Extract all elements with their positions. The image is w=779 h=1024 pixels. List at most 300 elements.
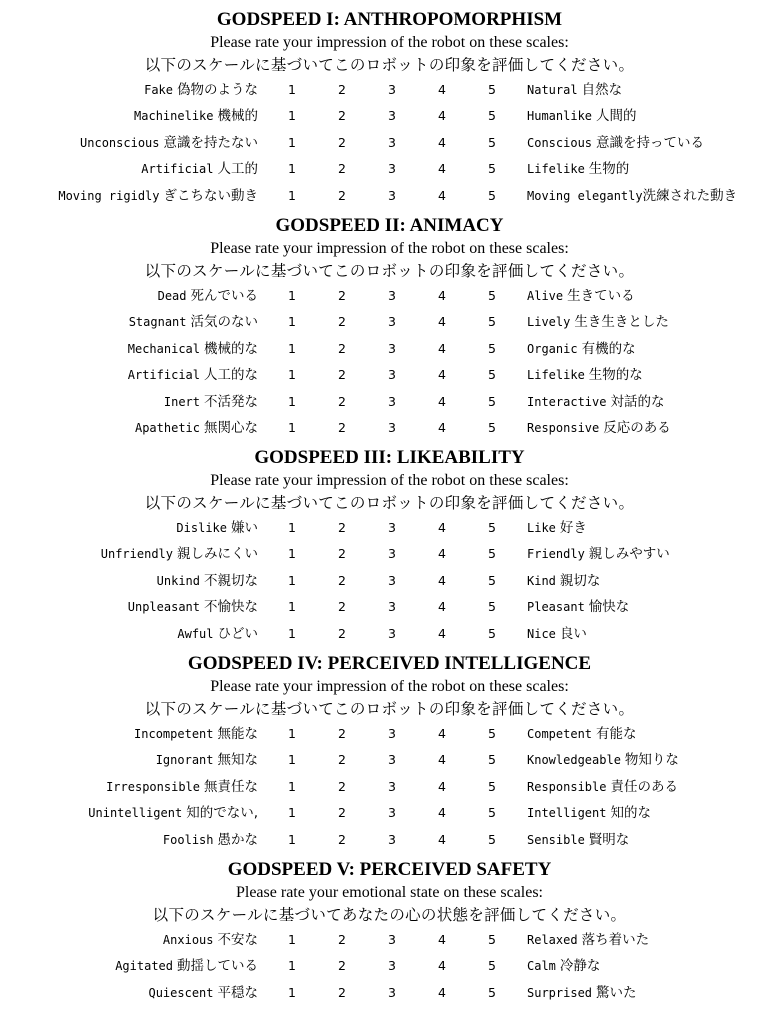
scale-option-1[interactable]: 1	[288, 572, 296, 588]
instruction-english: Please rate your emotional state on these scales:	[235, 884, 543, 901]
instruction-japanese: 以下のスケールに基づいてあなたの心の状態を評価してください。	[152, 906, 627, 924]
scale-option-3[interactable]: 3	[388, 134, 396, 150]
right-anchor-english: Humanlike	[527, 109, 593, 124]
left-anchor-japanese: 人工的	[217, 161, 258, 178]
right-anchor-japanese: 親切な	[559, 572, 601, 589]
right-anchor-japanese: 生物的	[588, 161, 630, 178]
scale-option-2[interactable]: 2	[338, 778, 346, 794]
right-anchor-english: Kind	[527, 573, 556, 588]
left-anchor-english: Agitated	[115, 959, 173, 974]
right-anchor-label	[527, 800, 651, 826]
scale-option-3[interactable]: 3	[388, 82, 396, 97]
left-anchor-label	[88, 800, 258, 826]
scale-option-3[interactable]: 3	[388, 932, 396, 947]
right-anchor-label	[527, 362, 643, 388]
left-anchor-label	[80, 130, 258, 156]
left-anchor-english: Stagnant	[128, 315, 187, 330]
scale-option-5[interactable]: 5	[488, 805, 496, 821]
left-anchor-japanese: 無責任な	[204, 778, 258, 795]
scale-option-4[interactable]: 4	[438, 546, 446, 562]
scale-option-2[interactable]: 2	[338, 367, 346, 383]
left-anchor-japanese: 無関心な	[204, 419, 258, 436]
instruction-japanese: 以下のスケールに基づいてこのロボットの印象を評価してください。	[144, 262, 635, 280]
scale-option-1[interactable]: 1	[288, 340, 296, 356]
scale-option-5[interactable]: 5	[488, 393, 496, 409]
scale-option-1[interactable]: 1	[288, 419, 296, 435]
scale-option-3[interactable]: 3	[388, 546, 396, 562]
scale-option-2[interactable]: 2	[338, 831, 346, 847]
right-anchor-label	[527, 594, 629, 620]
scale-option-3[interactable]: 3	[388, 831, 396, 847]
scale-option-2[interactable]: 2	[338, 958, 346, 974]
scale-option-3[interactable]: 3	[388, 367, 396, 383]
scale-option-4[interactable]: 4	[438, 599, 446, 615]
left-anchor-english: Artificial	[141, 162, 214, 177]
right-anchor-japanese: 生物的な	[588, 367, 643, 384]
section-likeability	[0, 446, 779, 647]
scale-row	[0, 389, 779, 415]
left-anchor-japanese: ひどい	[217, 625, 258, 642]
left-anchor-japanese: 不愉快な	[204, 599, 258, 616]
scale-option-3[interactable]: 3	[388, 393, 396, 409]
scale-option-1[interactable]: 1	[288, 288, 296, 303]
scale-option-5[interactable]: 5	[488, 778, 496, 794]
scale-option-4[interactable]: 4	[438, 520, 446, 535]
right-anchor-english: Interactive	[527, 394, 607, 409]
right-anchor-english: Pleasant	[527, 600, 585, 615]
scale-option-1[interactable]: 1	[288, 932, 296, 947]
scale-option-4[interactable]: 4	[438, 340, 446, 356]
right-anchor-english: Responsible	[527, 779, 607, 794]
scale-option-5[interactable]: 5	[488, 831, 496, 847]
scale-option-5[interactable]: 5	[488, 932, 496, 947]
left-anchor-label	[58, 183, 258, 209]
left-anchor-label	[144, 77, 258, 103]
right-anchor-japanese: 対話的な	[610, 393, 665, 410]
section-anthropomorphism	[0, 8, 779, 209]
right-anchor-english: Friendly	[527, 547, 585, 562]
scale-option-4[interactable]: 4	[438, 419, 446, 435]
scale-option-2[interactable]: 2	[338, 599, 346, 615]
scale-option-5[interactable]: 5	[488, 984, 496, 1000]
right-anchor-english: Lifelike	[527, 368, 585, 383]
left-anchor-label	[134, 103, 258, 129]
left-anchor-english: Artificial	[127, 368, 200, 383]
left-anchor-label	[148, 980, 258, 1006]
scale-option-1[interactable]: 1	[288, 367, 296, 383]
scale-option-3[interactable]: 3	[388, 599, 396, 615]
left-anchor-japanese: 活気のない	[190, 314, 258, 331]
scale-option-2[interactable]: 2	[338, 752, 346, 768]
scale-option-4[interactable]: 4	[438, 108, 446, 124]
scale-row	[0, 336, 779, 362]
scale-option-2[interactable]: 2	[338, 288, 346, 303]
instruction-english: Please rate your impression of the robot on these scales:	[210, 472, 569, 489]
right-anchor-label	[527, 621, 587, 647]
right-anchor-japanese: 人間的	[596, 108, 637, 125]
right-anchor-japanese: 生きている	[567, 288, 635, 304]
scale-option-4[interactable]: 4	[438, 314, 446, 330]
right-anchor-english: Calm	[527, 959, 556, 974]
scale-option-1[interactable]: 1	[288, 314, 296, 330]
instruction-japanese: 以下のスケールに基づいてこのロボットの印象を評価してください。	[144, 700, 635, 718]
left-anchor-english: Incompetent	[134, 727, 214, 741]
section-title: GODSPEED I: ANTHROPOMORPHISM	[216, 9, 563, 30]
scale-option-5[interactable]: 5	[488, 340, 496, 356]
scale-row	[0, 183, 779, 209]
scale-option-2[interactable]: 2	[338, 134, 346, 150]
section-title: GODSPEED III: LIKEABILITY	[254, 447, 525, 468]
left-anchor-japanese: 愚かな	[217, 831, 258, 848]
right-anchor-label	[527, 415, 671, 441]
scale-option-5[interactable]: 5	[488, 367, 496, 383]
scale-option-4[interactable]: 4	[438, 778, 446, 794]
left-anchor-label	[101, 541, 258, 567]
right-anchor-english: Natural	[527, 83, 578, 97]
scale-option-1[interactable]: 1	[288, 625, 296, 641]
left-anchor-label	[177, 621, 258, 647]
left-anchor-english: Quiescent	[148, 985, 214, 1000]
left-anchor-label	[134, 721, 258, 747]
scale-option-3[interactable]: 3	[388, 984, 396, 1000]
right-anchor-japanese: 反応のある	[603, 419, 671, 436]
scale-row	[0, 103, 779, 129]
scale-option-2[interactable]: 2	[338, 393, 346, 409]
scale-option-2[interactable]: 2	[338, 314, 346, 330]
right-anchor-english: Responsive	[527, 420, 600, 435]
left-anchor-label	[141, 156, 258, 182]
scale-row	[0, 568, 779, 594]
section-perceived-safety	[0, 858, 779, 1006]
scale-option-4[interactable]: 4	[438, 726, 446, 741]
left-anchor-english: Unpleasant	[127, 600, 200, 615]
right-anchor-japanese: 愉快な	[588, 599, 630, 616]
scale-option-1[interactable]: 1	[288, 520, 296, 535]
right-anchor-japanese: 意識を持っている	[596, 134, 705, 151]
left-anchor-japanese: 死んでいる	[190, 288, 258, 304]
left-anchor-label	[129, 309, 258, 335]
right-anchor-english: Like	[527, 521, 556, 535]
scale-option-1[interactable]: 1	[288, 161, 296, 177]
left-anchor-english: Unconscious	[80, 135, 160, 150]
left-anchor-japanese: 不安な	[217, 932, 258, 948]
scale-option-3[interactable]: 3	[388, 419, 396, 435]
section-perceived-intelligence	[0, 652, 779, 853]
scale-option-2[interactable]: 2	[338, 625, 346, 641]
left-anchor-english: Foolish	[162, 832, 214, 847]
right-anchor-english: Lifelike	[527, 162, 585, 177]
scale-option-2[interactable]: 2	[338, 726, 346, 741]
left-anchor-english: Fake	[144, 83, 173, 97]
left-anchor-english: Ignorant	[155, 753, 214, 768]
left-anchor-label	[106, 774, 258, 800]
left-anchor-label	[158, 283, 258, 309]
right-anchor-label	[527, 309, 669, 335]
right-anchor-japanese: 驚いた	[596, 984, 637, 1001]
scale-row	[0, 156, 779, 182]
scale-option-5[interactable]: 5	[488, 546, 496, 562]
right-anchor-english: Nice	[527, 626, 556, 641]
scale-option-5[interactable]: 5	[488, 599, 496, 615]
right-anchor-label	[527, 77, 622, 103]
left-anchor-label	[128, 594, 258, 620]
scale-option-5[interactable]: 5	[488, 134, 496, 150]
scale-option-3[interactable]: 3	[388, 288, 396, 303]
left-anchor-japanese: 動揺している	[177, 958, 258, 975]
left-anchor-label	[163, 827, 258, 853]
scale-option-5[interactable]: 5	[488, 520, 496, 535]
scale-option-4[interactable]: 4	[438, 288, 446, 303]
right-anchor-japanese: 好き	[559, 520, 587, 536]
right-anchor-label	[527, 927, 649, 953]
scale-row	[0, 309, 779, 335]
right-anchor-label	[527, 568, 600, 594]
scale-option-2[interactable]: 2	[338, 572, 346, 588]
right-anchor-japanese: 賢明な	[588, 831, 630, 848]
right-anchor-label	[527, 541, 670, 567]
scale-row	[0, 721, 779, 747]
right-anchor-english: Sensible	[527, 832, 585, 847]
scale-option-3[interactable]: 3	[388, 625, 396, 641]
scale-option-4[interactable]: 4	[438, 393, 446, 409]
scale-option-1[interactable]: 1	[288, 599, 296, 615]
right-anchor-japanese: 物知りな	[624, 752, 679, 769]
section-title: GODSPEED II: ANIMACY	[275, 215, 504, 236]
scale-option-4[interactable]: 4	[438, 805, 446, 821]
right-anchor-label	[527, 953, 600, 979]
left-anchor-english: Apathetic	[134, 420, 200, 435]
scale-row	[0, 130, 779, 156]
right-anchor-english: Surprised	[527, 985, 593, 1000]
scale-option-5[interactable]: 5	[488, 419, 496, 435]
scale-option-5[interactable]: 5	[488, 752, 496, 768]
scale-option-3[interactable]: 3	[388, 726, 396, 741]
scale-option-1[interactable]: 1	[288, 805, 296, 821]
scale-option-5[interactable]: 5	[488, 958, 496, 974]
left-anchor-english: Anxious	[162, 933, 214, 947]
left-anchor-label	[128, 362, 258, 388]
left-anchor-japanese: 親しみにくい	[177, 546, 258, 563]
scale-option-4[interactable]: 4	[438, 367, 446, 383]
right-anchor-japanese: 洗練された動き	[642, 187, 738, 204]
right-anchor-label	[527, 103, 637, 129]
scale-option-3[interactable]: 3	[388, 520, 396, 535]
right-anchor-label	[527, 827, 629, 853]
left-anchor-japanese: 偽物のような	[177, 82, 258, 98]
scale-option-2[interactable]: 2	[338, 805, 346, 821]
left-anchor-japanese: ぎこちない動き	[163, 187, 258, 204]
scale-option-4[interactable]: 4	[438, 958, 446, 974]
right-anchor-label	[527, 156, 629, 182]
scale-row	[0, 800, 779, 826]
left-anchor-english: Mechanical	[127, 341, 200, 356]
scale-option-2[interactable]: 2	[338, 161, 346, 177]
scale-option-1[interactable]: 1	[288, 984, 296, 1000]
scale-option-1[interactable]: 1	[288, 752, 296, 768]
instruction-english: Please rate your impression of the robot on these scales:	[210, 34, 569, 51]
scale-option-4[interactable]: 4	[438, 82, 446, 97]
scale-row	[0, 362, 779, 388]
scale-option-5[interactable]: 5	[488, 572, 496, 588]
scale-option-3[interactable]: 3	[388, 187, 396, 203]
scale-option-1[interactable]: 1	[288, 393, 296, 409]
right-anchor-japanese: 有機的な	[581, 340, 636, 357]
right-anchor-english: Moving elegantly	[527, 188, 643, 203]
right-anchor-label	[527, 721, 637, 747]
right-anchor-english: Alive	[527, 289, 564, 303]
scale-row	[0, 774, 779, 800]
scale-option-2[interactable]: 2	[338, 520, 346, 535]
left-anchor-english: Dislike	[176, 521, 227, 535]
scale-row	[0, 515, 779, 541]
left-anchor-label	[176, 515, 258, 541]
scale-option-5[interactable]: 5	[488, 82, 496, 97]
instruction-english: Please rate your impression of the robot on these scales:	[210, 240, 569, 257]
scale-row	[0, 953, 779, 979]
scale-option-4[interactable]: 4	[438, 932, 446, 947]
right-anchor-label	[527, 336, 636, 362]
scale-row	[0, 594, 779, 620]
scale-option-3[interactable]: 3	[388, 572, 396, 588]
left-anchor-label	[156, 747, 258, 773]
section-title: GODSPEED V: PERCEIVED SAFETY	[227, 859, 552, 880]
scale-option-2[interactable]: 2	[338, 340, 346, 356]
instruction-english: Please rate your impression of the robot on these scales:	[210, 678, 569, 695]
section-animacy	[0, 214, 779, 441]
scale-option-2[interactable]: 2	[338, 546, 346, 562]
left-anchor-english: Unintelligent	[88, 806, 183, 821]
left-anchor-japanese: 無能な	[217, 726, 258, 742]
scale-option-3[interactable]: 3	[388, 752, 396, 768]
scale-option-4[interactable]: 4	[438, 572, 446, 588]
scale-option-4[interactable]: 4	[438, 161, 446, 177]
scale-option-1[interactable]: 1	[288, 546, 296, 562]
right-anchor-label	[527, 130, 704, 156]
scale-option-3[interactable]: 3	[388, 314, 396, 330]
left-anchor-label	[128, 336, 258, 362]
right-anchor-japanese: 自然な	[581, 82, 623, 98]
scale-option-2[interactable]: 2	[338, 984, 346, 1000]
left-anchor-label	[115, 953, 258, 979]
scale-row	[0, 980, 779, 1006]
right-anchor-japanese: 責任のある	[610, 778, 678, 795]
right-anchor-japanese: 知的な	[610, 805, 651, 822]
scale-option-1[interactable]: 1	[288, 108, 296, 124]
scale-option-5[interactable]: 5	[488, 288, 496, 303]
right-anchor-label	[527, 980, 637, 1006]
right-anchor-japanese: 親しみやすい	[588, 546, 670, 563]
scale-row	[0, 621, 779, 647]
left-anchor-english: Irresponsible	[106, 779, 200, 794]
scale-option-1[interactable]: 1	[288, 134, 296, 150]
left-anchor-japanese: 嫌い	[231, 520, 258, 536]
scale-row	[0, 747, 779, 773]
left-anchor-english: Awful	[177, 626, 214, 641]
right-anchor-label	[527, 747, 679, 773]
scale-option-2[interactable]: 2	[338, 932, 346, 947]
scale-row	[0, 541, 779, 567]
left-anchor-japanese: 機械的な	[204, 340, 258, 357]
scale-option-1[interactable]: 1	[288, 778, 296, 794]
scale-option-4[interactable]: 4	[438, 187, 446, 203]
scale-row	[0, 415, 779, 441]
right-anchor-english: Knowledgeable	[527, 753, 621, 768]
scale-row	[0, 927, 779, 953]
section-title: GODSPEED IV: PERCEIVED INTELLIGENCE	[187, 653, 592, 674]
scale-option-5[interactable]: 5	[488, 187, 496, 203]
scale-option-3[interactable]: 3	[388, 108, 396, 124]
left-anchor-japanese: 不活発な	[204, 393, 258, 410]
scale-option-2[interactable]: 2	[338, 187, 346, 203]
right-anchor-japanese: 落ち着いた	[581, 932, 650, 948]
scale-option-5[interactable]: 5	[488, 161, 496, 177]
right-anchor-japanese: 良い	[559, 625, 587, 642]
scale-option-5[interactable]: 5	[488, 625, 496, 641]
scale-option-4[interactable]: 4	[438, 134, 446, 150]
scale-option-5[interactable]: 5	[488, 108, 496, 124]
scale-row	[0, 827, 779, 853]
right-anchor-english: Competent	[527, 727, 593, 741]
right-anchor-english: Relaxed	[527, 933, 578, 947]
right-anchor-japanese: 有能な	[596, 726, 637, 742]
right-anchor-english: Lively	[527, 315, 571, 330]
scale-row	[0, 77, 779, 103]
right-anchor-english: Intelligent	[527, 806, 607, 821]
scale-option-5[interactable]: 5	[488, 314, 496, 330]
left-anchor-japanese: 機械的	[217, 108, 258, 125]
right-anchor-english: Conscious	[527, 135, 593, 150]
right-anchor-label	[527, 389, 664, 415]
scale-option-1[interactable]: 1	[288, 831, 296, 847]
left-anchor-japanese: 平穏な	[217, 984, 258, 1001]
right-anchor-label	[527, 515, 587, 541]
left-anchor-english: Moving rigidly	[58, 188, 160, 203]
scale-option-1[interactable]: 1	[288, 726, 296, 741]
scale-option-2[interactable]: 2	[338, 108, 346, 124]
scale-option-4[interactable]: 4	[438, 625, 446, 641]
scale-option-4[interactable]: 4	[438, 831, 446, 847]
instruction-japanese: 以下のスケールに基づいてこのロボットの印象を評価してください。	[144, 494, 635, 512]
right-anchor-label	[527, 774, 678, 800]
scale-option-5[interactable]: 5	[488, 726, 496, 741]
scale-option-3[interactable]: 3	[388, 161, 396, 177]
left-anchor-english: Machinelike	[134, 109, 214, 124]
left-anchor-label	[164, 389, 258, 415]
scale-option-2[interactable]: 2	[338, 419, 346, 435]
scale-option-4[interactable]: 4	[438, 984, 446, 1000]
right-anchor-english: Organic	[527, 341, 578, 356]
scale-option-3[interactable]: 3	[388, 958, 396, 974]
scale-row	[0, 283, 779, 309]
scale-option-1[interactable]: 1	[288, 958, 296, 974]
scale-option-3[interactable]: 3	[388, 340, 396, 356]
right-anchor-label	[527, 183, 737, 209]
scale-option-1[interactable]: 1	[288, 187, 296, 203]
left-anchor-english: Unfriendly	[100, 547, 173, 562]
right-anchor-japanese: 冷静な	[559, 958, 601, 975]
left-anchor-japanese: 意識を持たない	[163, 134, 258, 151]
scale-option-3[interactable]: 3	[388, 805, 396, 821]
right-anchor-label	[527, 283, 635, 309]
left-anchor-label	[135, 415, 258, 441]
scale-option-2[interactable]: 2	[338, 82, 346, 97]
left-anchor-japanese: 知的でない,	[186, 805, 258, 822]
scale-option-4[interactable]: 4	[438, 752, 446, 768]
instruction-japanese: 以下のスケールに基づいてこのロボットの印象を評価してください。	[144, 56, 635, 74]
left-anchor-japanese: 不親切な	[204, 572, 258, 589]
scale-option-1[interactable]: 1	[288, 82, 296, 97]
scale-option-3[interactable]: 3	[388, 778, 396, 794]
